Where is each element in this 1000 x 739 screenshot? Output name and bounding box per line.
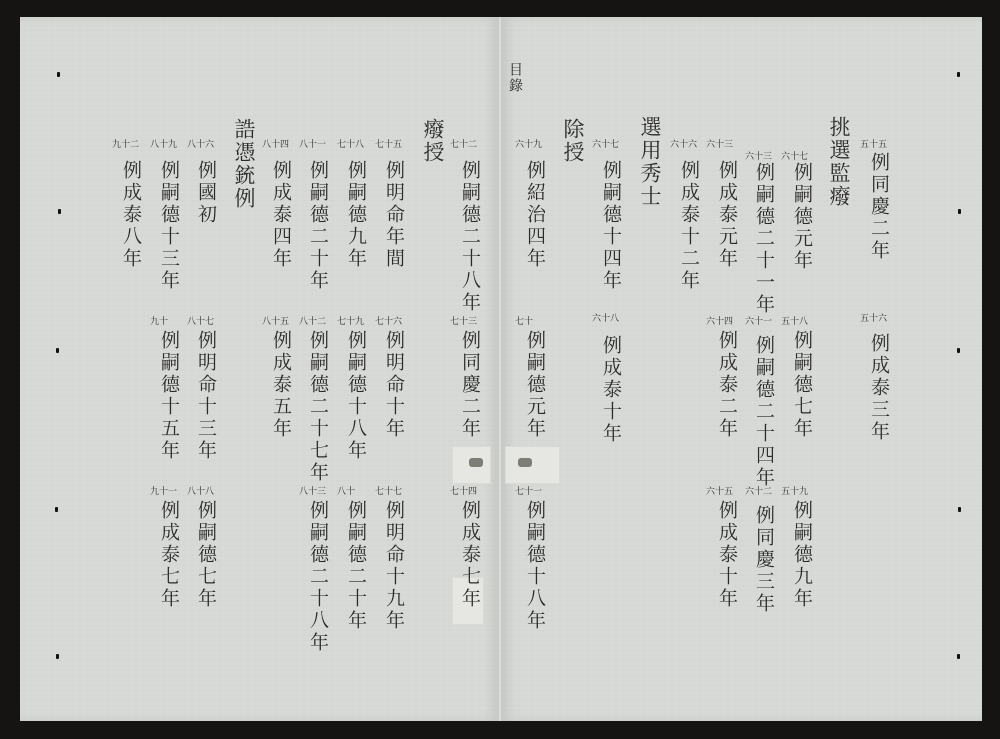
catalog-entry: 例成泰五年	[270, 330, 292, 440]
catalog-entry: 例成泰十年	[716, 500, 738, 610]
catalog-entry: 例嗣德元年	[791, 162, 813, 272]
catalog-entry: 例明命十九年	[383, 500, 405, 632]
paper-repair-patch	[505, 446, 560, 484]
entry-number: 七十六	[375, 317, 403, 327]
section-heading: 誥憑銃例	[232, 118, 256, 210]
catalog-entry: 例嗣德二十一年	[753, 162, 775, 316]
section-heading: 癈授	[421, 118, 445, 164]
entry-number: 七十三	[450, 317, 478, 327]
entry-number: 八十九	[150, 140, 178, 150]
catalog-entry: 例明命十三年	[195, 330, 217, 462]
catalog-entry: 例國初	[195, 160, 217, 226]
entry-number: 八十三	[299, 487, 327, 497]
binding-hole	[57, 72, 60, 77]
catalog-entry: 例成泰七年	[158, 500, 180, 610]
entry-number: 六十四	[706, 317, 734, 327]
catalog-entry: 例嗣德十八年	[524, 500, 546, 632]
entry-number: 六十二	[745, 487, 773, 497]
catalog-entry: 例成泰元年	[716, 160, 738, 270]
ink-stain	[469, 458, 483, 467]
catalog-entry: 例同慶二年	[459, 330, 481, 440]
entry-number: 七十二	[450, 140, 478, 150]
catalog-entry: 例明命年間	[383, 160, 405, 270]
entry-number: 六十八	[592, 314, 620, 324]
entry-number: 七十七	[375, 487, 403, 497]
binding-hole	[58, 209, 61, 214]
ink-stain	[518, 458, 532, 467]
catalog-entry: 例嗣德二十年	[345, 500, 367, 632]
catalog-entry: 例嗣德七年	[791, 330, 813, 440]
catalog-entry: 例同慶二年	[868, 152, 890, 262]
entry-number: 五十六	[860, 314, 888, 324]
catalog-entry: 例成泰三年	[868, 333, 890, 443]
section-heading: 選用秀士	[638, 116, 662, 208]
entry-number: 八十七	[187, 317, 215, 327]
binding-hole	[55, 507, 58, 512]
entry-number: 六十一	[745, 317, 773, 327]
catalog-entry: 例嗣德九年	[791, 500, 813, 610]
entry-number: 六十九	[515, 140, 543, 150]
entry-number: 六十七	[592, 140, 620, 150]
binding-hole	[957, 72, 960, 77]
entry-number: 六十三	[745, 152, 773, 162]
catalog-entry: 例嗣德九年	[345, 160, 367, 270]
entry-number: 八十	[337, 487, 356, 497]
catalog-entry: 例成泰七年	[459, 500, 481, 610]
entry-number: 九十	[150, 317, 169, 327]
binding-hole	[957, 654, 960, 659]
catalog-entry: 例嗣德七年	[195, 500, 217, 610]
entry-number: 六十五	[706, 487, 734, 497]
section-heading: 除授	[561, 118, 585, 164]
section-heading: 挑選監癈	[827, 116, 851, 208]
entry-number: 八十五	[262, 317, 290, 327]
catalog-entry: 例嗣德二十八年	[459, 160, 481, 314]
catalog-entry: 例嗣德十四年	[600, 160, 622, 292]
binding-hole	[56, 654, 59, 659]
binding-hole	[56, 348, 59, 353]
center-label: 目錄	[507, 62, 523, 94]
entry-number: 八十六	[187, 140, 215, 150]
entry-number: 六十六	[670, 140, 698, 150]
catalog-entry: 例嗣德二十年	[307, 160, 329, 292]
entry-number: 六十三	[706, 140, 734, 150]
entry-number: 八十四	[262, 140, 290, 150]
catalog-entry: 例嗣德二十八年	[307, 500, 329, 654]
entry-number: 六十七	[781, 152, 809, 162]
entry-number: 七十九	[337, 317, 365, 327]
catalog-entry: 例成泰十年	[600, 335, 622, 445]
catalog-entry: 例紹治四年	[524, 160, 546, 270]
entry-number: 五十八	[781, 317, 809, 327]
entry-number: 八十一	[299, 140, 327, 150]
entry-number: 八十八	[187, 487, 215, 497]
catalog-entry: 例成泰二年	[716, 330, 738, 440]
catalog-entry: 例成泰八年	[120, 160, 142, 270]
catalog-entry: 例嗣德二十七年	[307, 330, 329, 484]
catalog-entry: 例成泰四年	[270, 160, 292, 270]
binding-gutter	[498, 17, 502, 721]
catalog-entry: 例嗣德十五年	[158, 330, 180, 462]
entry-number: 五十五	[860, 140, 888, 150]
catalog-entry: 例嗣德元年	[524, 330, 546, 440]
catalog-entry: 例成泰十二年	[678, 160, 700, 292]
catalog-entry: 例嗣德十八年	[345, 330, 367, 462]
entry-number: 五十九	[781, 487, 809, 497]
binding-hole	[958, 209, 961, 214]
catalog-entry: 例同慶三年	[753, 505, 775, 615]
catalog-entry: 例嗣德二十四年	[753, 335, 775, 489]
entry-number: 七十	[515, 317, 534, 327]
catalog-entry: 例明命十年	[383, 330, 405, 440]
entry-number: 七十五	[375, 140, 403, 150]
entry-number: 九十二	[112, 140, 140, 150]
entry-number: 九十一	[150, 487, 178, 497]
entry-number: 七十一	[515, 487, 543, 497]
catalog-entry: 例嗣德十三年	[158, 160, 180, 292]
binding-hole	[958, 507, 961, 512]
entry-number: 八十二	[299, 317, 327, 327]
binding-hole	[957, 348, 960, 353]
entry-number: 七十八	[337, 140, 365, 150]
entry-number: 七十四	[450, 487, 478, 497]
